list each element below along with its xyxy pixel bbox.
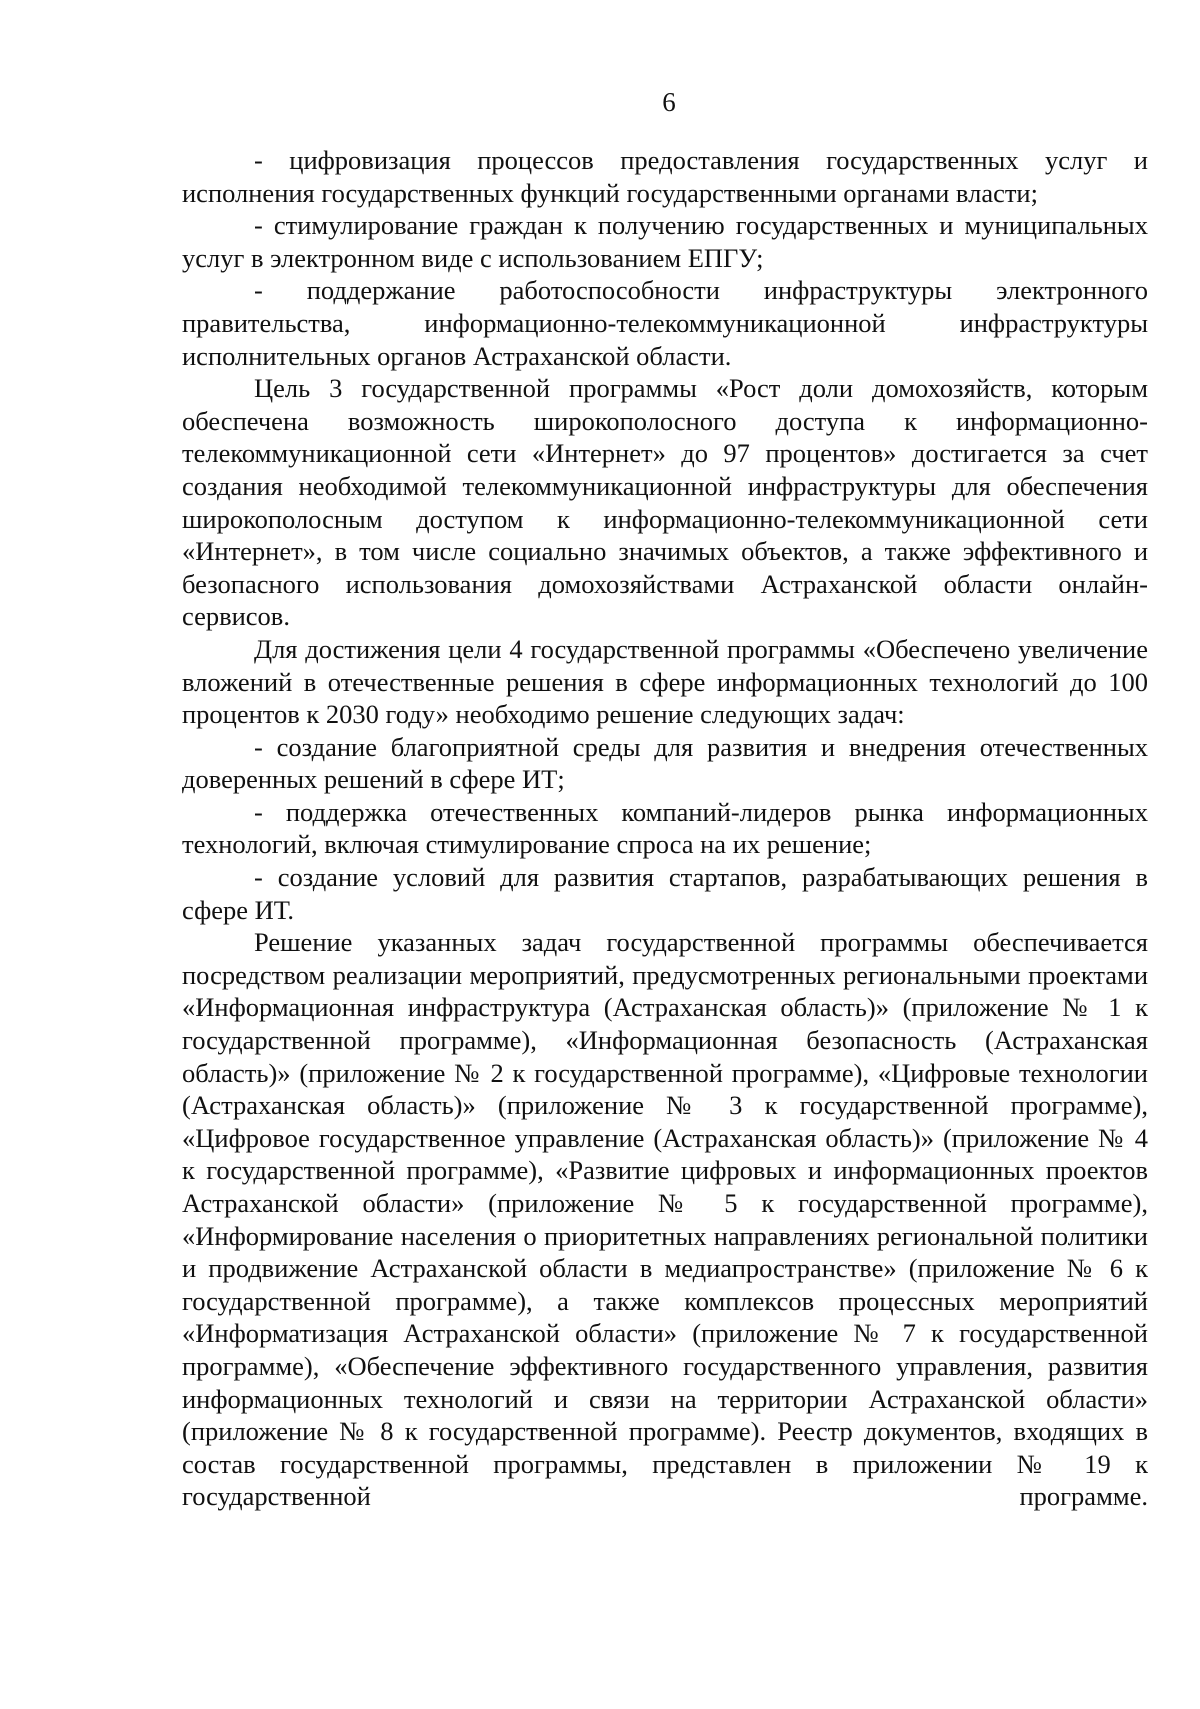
paragraph-task-support: - поддержка отечественных компаний-лидеров рынка информационных технологий, включая стимулирование спроса на их решение; xyxy=(182,796,1148,860)
page-number: 6 xyxy=(662,87,676,117)
paragraph-task-digitalization: - цифровизация процессов предоставления государственных услуг и исполнения государственных функций государственными органами власти; xyxy=(182,145,1148,208)
paragraph-implementation: Решение указанных задач государственной программы обеспечивается посредством реализации мероприятий, предусмотренных региональными проектами «Информационная инфраструктура (Астраханская область)» (приложение № 1 к государственной программе), «Информационная безопасность (Астраханская область)» (приложение № 2 к государственной программе), «Цифровые технологии (Астраханская область)» (приложение № 3 к государственной программе), «Цифровое государственное управление (Астраханская область)» (приложение № 4 к государственной программе), «Развитие цифровых и информационных проектов Астраханской области» (приложение № 5 к государственной программе), «Информирование населения о приоритетных направлениях региональной политики и продвижение Астраханской области в медиапространстве» (приложение № 6 к государственной программе), а также комплексов процессных мероприятий «Информатизация Астраханской области» (приложение № 7 к государственной программе), «Обеспечение эффективного государственного управления, развития информационных технологий и связи на территории Астраханской области» (приложение № 8 к государственной программе). Реестр документов, входящих в состав государственной программы, представлен в приложении № 19 к государственной программе. xyxy=(182,927,1148,1512)
paragraph-task-epgu: - стимулирование граждан к получению государственных и муниципальных услуг в электронном виде с использованием ЕПГУ; xyxy=(182,210,1148,273)
paragraph-task-environment: - создание благоприятной среды для развития и внедрения отечественных доверенных решений в сфере ИТ; xyxy=(182,731,1148,795)
paragraph-goal-3: Цель 3 государственной программы «Рост доли домохозяйств, которым обеспечена возможность широкополосного доступа к информационно-телекоммуникационной сети «Интернет» до 97 процентов» достигается за счет создания необходимой телекоммуникационной инфраструктуры для обеспечения широкополосным доступом к информационно-телекоммуникационной сети «Интернет», в том числе социально значимых объектов, а также эффективного и безопасного использования домохозяйствами Астраханской области онлайн-сервисов. xyxy=(182,373,1148,632)
document-body xyxy=(182,144,1148,1513)
paragraph-task-infrastructure: - поддержание работоспособности инфраструктуры электронного правительства, информационно-телекоммуникационной инфраструктуры исполнительных органов Астраханской области. xyxy=(182,275,1148,371)
paragraph-goal-4: Для достижения цели 4 государственной программы «Обеспечено увеличение вложений в отечественные решения в сфере информационных технологий до 100 процентов к 2030 году» необходимо решение следующих задач: xyxy=(182,633,1148,730)
paragraph-task-startups: - создание условий для развития стартапов, разрабатывающих решения в сфере ИТ. xyxy=(182,862,1148,925)
